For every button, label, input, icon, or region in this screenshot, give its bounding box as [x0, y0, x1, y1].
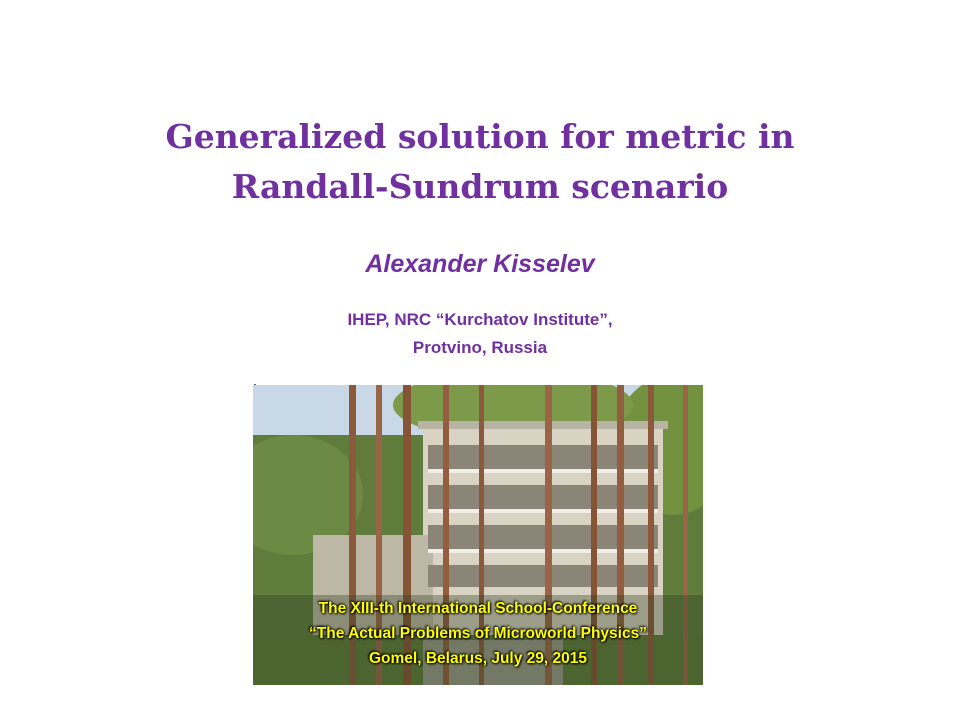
affiliation [0, 306, 960, 362]
title-line-2: Randall-Sundrum scenario [231, 167, 729, 206]
author-name: Alexander Kisselev [365, 250, 595, 278]
affiliation-line-1: IHEP, NRC “Kurchatov Institute”, [347, 310, 613, 329]
conference-photo [253, 385, 703, 685]
title-line-1: Generalized solution for metric in [165, 117, 795, 156]
slide-title [0, 112, 960, 212]
photo-caption [253, 596, 703, 671]
caption-line-1: The XIII-th International School-Conference [318, 600, 638, 617]
caption-line-2: “The Actual Problems of Microworld Physics” [309, 625, 647, 642]
building-roof [418, 421, 668, 429]
affiliation-line-2: Protvino, Russia [412, 338, 548, 357]
caption-line-3: Gomel, Belarus, July 29, 2015 [369, 650, 587, 667]
